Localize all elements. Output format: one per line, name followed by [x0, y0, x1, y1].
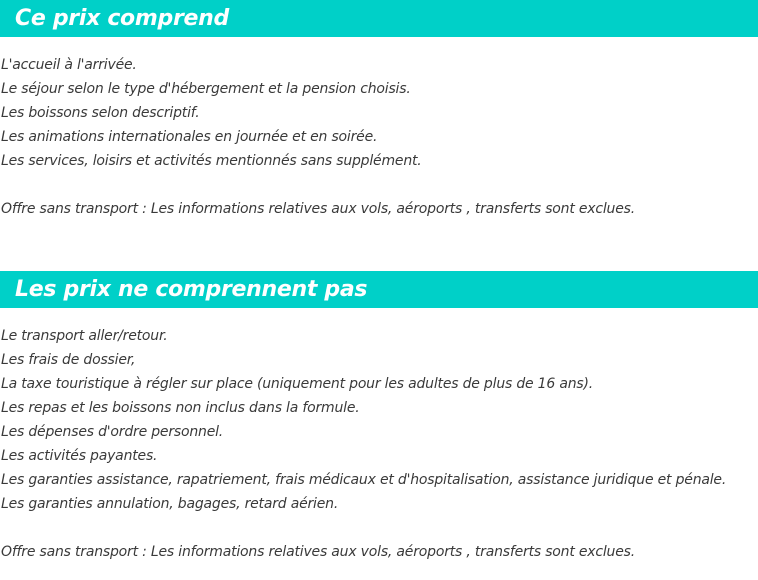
excluded-section-header [0, 271, 758, 308]
excluded-section-body [1, 324, 758, 564]
excluded-item: Les frais de dossier, [1, 352, 136, 368]
included-item: Les animations internationales en journée et en soirée. [1, 129, 378, 145]
excluded-item: Le transport aller/retour. [1, 328, 168, 344]
spacer [1, 173, 758, 197]
included-section-body [1, 53, 758, 221]
excluded-item: La taxe touristique à régler sur place (uniquement pour les adultes de plus de 16 ans). [1, 376, 594, 392]
excluded-item: Les repas et les boissons non inclus dans la formule. [1, 400, 360, 416]
excluded-item: Les garanties assistance, rapatriement, frais médicaux et d'hospitalisation, assistance juridique et pénale. [1, 472, 727, 488]
included-title: Ce prix comprend [15, 6, 229, 31]
included-item: Les services, loisirs et activités mentionnés sans supplément. [1, 153, 422, 169]
included-section-header [0, 0, 758, 37]
included-item: Le séjour selon le type d'hébergement et la pension choisis. [1, 81, 411, 97]
excluded-note: Offre sans transport : Les informations relatives aux vols, aéroports , transferts sont exclues. [1, 544, 635, 560]
excluded-item: Les activités payantes. [1, 448, 158, 464]
spacer [1, 516, 758, 540]
excluded-title: Les prix ne comprennent pas [15, 277, 368, 302]
excluded-item: Les garanties annulation, bagages, retard aérien. [1, 496, 339, 512]
included-note: Offre sans transport : Les informations relatives aux vols, aéroports , transferts sont exclues. [1, 201, 635, 217]
excluded-item: Les dépenses d'ordre personnel. [1, 424, 224, 440]
included-item: Les boissons selon descriptif. [1, 105, 200, 121]
included-item: L'accueil à l'arrivée. [1, 57, 137, 73]
